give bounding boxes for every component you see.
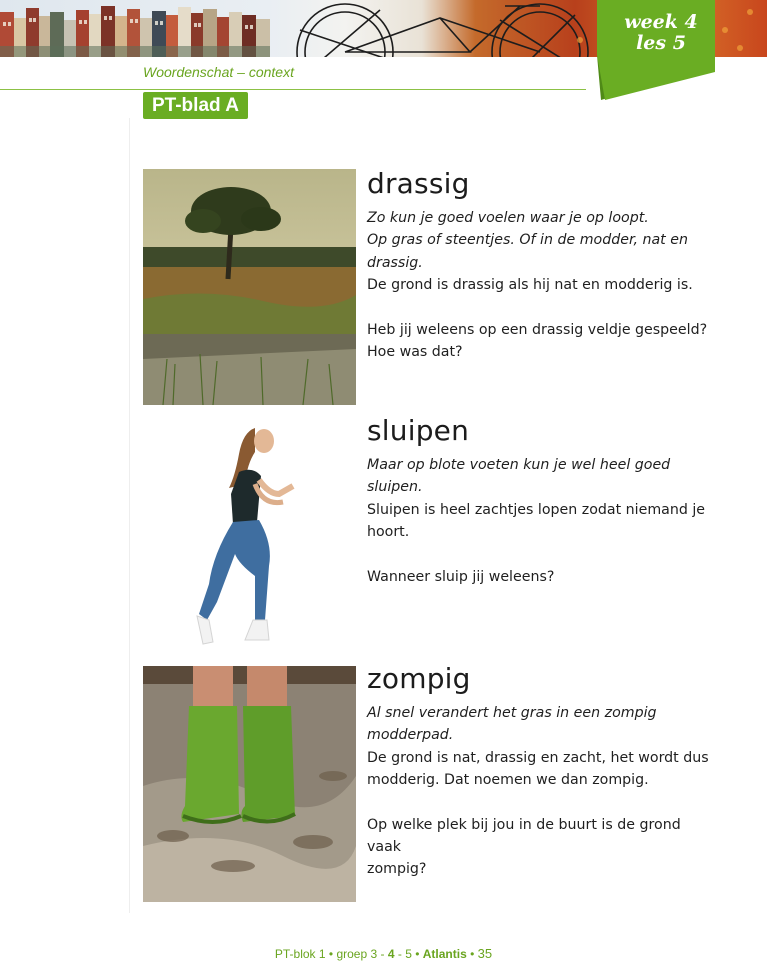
footer-groups-prefix: groep 3 - xyxy=(336,947,385,961)
entry-sluipen xyxy=(367,415,712,588)
page-number: 35 xyxy=(477,946,493,961)
footer-separator: • xyxy=(415,947,420,961)
footer-block: PT-blok 1 xyxy=(274,947,326,961)
entry-line: hoort. xyxy=(367,524,410,541)
footer-separator: • xyxy=(470,947,475,961)
entry-drassig xyxy=(367,168,712,363)
entry-line: modderig. Dat noemen we dan zompig. xyxy=(367,772,649,789)
entry-line: Maar op blote voeten kun je wel heel goed sluipen. xyxy=(367,457,671,496)
photo-green-boots xyxy=(143,666,356,902)
section-subtitle: Woordenschat – context xyxy=(143,64,294,80)
footer-current-group: 4 xyxy=(387,947,395,961)
paragraph-gap xyxy=(367,297,712,319)
footer-separator: • xyxy=(328,947,334,961)
paragraph-gap xyxy=(367,544,712,566)
margin-line xyxy=(129,118,130,913)
entry-line: De grond is nat, drassig en zacht, het wordt dus xyxy=(367,749,709,766)
paragraph-gap xyxy=(367,792,712,814)
header-divider xyxy=(0,89,586,90)
entry-line: Al snel verandert het gras in een zompig modderpad. xyxy=(367,705,657,744)
footer-brand: Atlantis xyxy=(422,947,467,961)
entry-word: zompig xyxy=(367,662,471,695)
entry-question: Heb jij weleens op een drassig veldje gespeeld? xyxy=(367,321,708,338)
entry-question: Wanneer sluip jij weleens? xyxy=(367,568,555,585)
footer-groups-suffix: - 5 xyxy=(397,947,412,961)
week-label: week 4 xyxy=(624,11,698,33)
entry-line: Zo kun je goed voelen waar je op loopt. xyxy=(367,210,649,226)
photo-sneaking-girl xyxy=(143,414,356,650)
page-footer xyxy=(0,946,767,961)
entry-question: Hoe was dat? xyxy=(367,344,463,361)
week-lesson-badge xyxy=(597,0,715,102)
entry-question: Op welke plek bij jou in de buurt is de grond vaak xyxy=(367,816,681,856)
entry-line: De grond is drassig als hij nat en modderig is. xyxy=(367,277,693,294)
entry-question: zompig? xyxy=(367,861,427,878)
entry-zompig xyxy=(367,663,712,881)
entry-word: drassig xyxy=(367,167,470,200)
entry-line: Op gras of steentjes. Of in de modder, nat en drassig. xyxy=(367,232,688,271)
sheet-tag: PT-blad A xyxy=(143,92,248,119)
entry-line: Sluipen is heel zachtjes lopen zodat niemand je xyxy=(367,501,706,518)
lesson-label: les 5 xyxy=(636,32,686,54)
entry-word: sluipen xyxy=(367,414,470,447)
photo-marsh xyxy=(143,169,356,405)
